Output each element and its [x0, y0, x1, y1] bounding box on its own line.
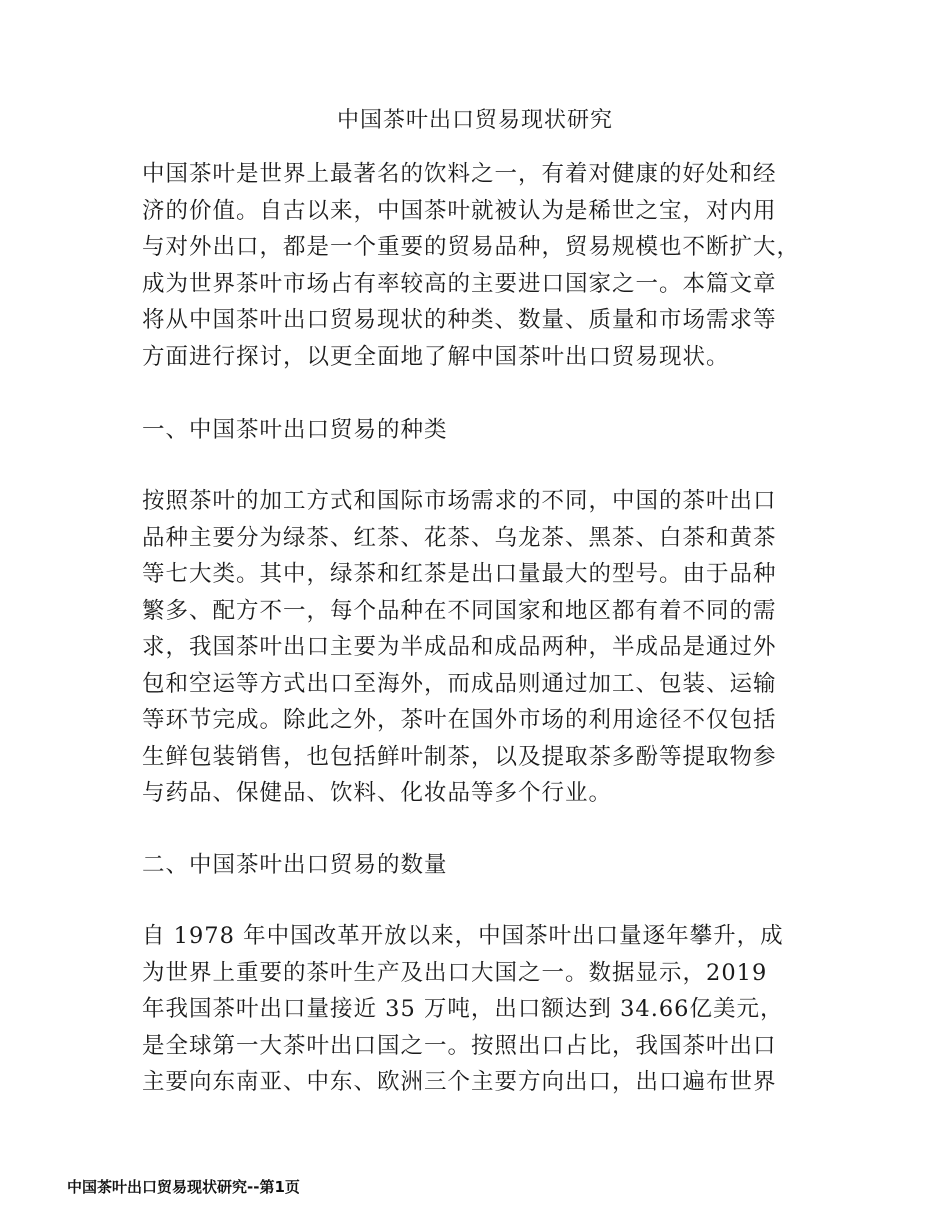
- paragraph-line: 主要向东南亚、中东、欧洲三个主要方向出口，出口遍布世界: [142, 1069, 777, 1095]
- paragraph-line: 按照茶叶的加工方式和国际市场需求的不同，中国的茶叶出口: [142, 488, 777, 514]
- paragraph-line: 方面进行探讨，以更全面地了解中国茶叶出口贸易现状。: [142, 343, 730, 370]
- intro-paragraph: [142, 156, 822, 375]
- paragraph-line: 济的价值。自古以来，中国茶叶就被认为是稀世之宝，对内用: [142, 197, 777, 224]
- paragraph-line: 中国茶叶是世界上最著名的饮料之一，有着对健康的好处和经: [142, 161, 777, 187]
- section-heading-quantity: 二、中国茶叶出口贸易的数量: [142, 852, 448, 878]
- paragraph-line: 成为世界茶叶市场占有率较高的主要进口国家之一。本篇文章: [142, 270, 777, 297]
- section-heading-types: 一、中国茶叶出口贸易的种类: [142, 417, 448, 443]
- paragraph-line: 将从中国茶叶出口贸易现状的种类、数量、质量和市场需求等: [142, 307, 777, 333]
- document-title: 中国茶叶出口贸易现状研究: [336, 108, 613, 133]
- page-footer: 中国茶叶出口贸易现状研究--第1页: [67, 1178, 300, 1196]
- paragraph-line: 生鲜包装销售，也包括鲜叶制茶，以及提取茶多酚等提取物参: [142, 743, 777, 770]
- paragraph-line: 为世界上重要的茶叶生产及出口大国之一。数据显示，2019: [142, 959, 768, 986]
- paragraph-line: 年我国茶叶出口量接近 35 万吨，出口额达到 34.66亿美元，: [142, 996, 784, 1022]
- paragraph-line: 繁多、配方不一，每个品种在不同国家和地区都有着不同的需: [142, 597, 777, 624]
- paragraph-line: 包和空运等方式出口至海外，而成品则通过加工、包装、运输: [142, 670, 777, 697]
- paragraph-line: 品种主要分为绿茶、红茶、花茶、乌龙茶、黑茶、白茶和黄茶: [142, 524, 777, 551]
- paragraph-line: 等七大类。其中，绿茶和红茶是出口量最大的型号。由于品种: [142, 561, 777, 587]
- paragraph-line: 与药品、保健品、饮料、化妆品等多个行业。: [142, 780, 613, 806]
- paragraph-line: 等环节完成。除此之外，茶叶在国外市场的利用途径不仅包括: [142, 707, 777, 733]
- section-quantity-paragraph: [142, 918, 822, 1101]
- section-types-paragraph: [142, 483, 822, 812]
- paragraph-line: 与对外出口，都是一个重要的贸易品种，贸易规模也不断扩大，: [142, 234, 801, 260]
- paragraph-line: 是全球第一大茶叶出口国之一。按照出口占比，我国茶叶出口: [142, 1032, 777, 1059]
- paragraph-line: 求，我国茶叶出口主要为半成品和成品两种，半成品是通过外: [142, 634, 777, 660]
- paragraph-line: 自 1978 年中国改革开放以来，中国茶叶出口量逐年攀升，成: [142, 923, 784, 949]
